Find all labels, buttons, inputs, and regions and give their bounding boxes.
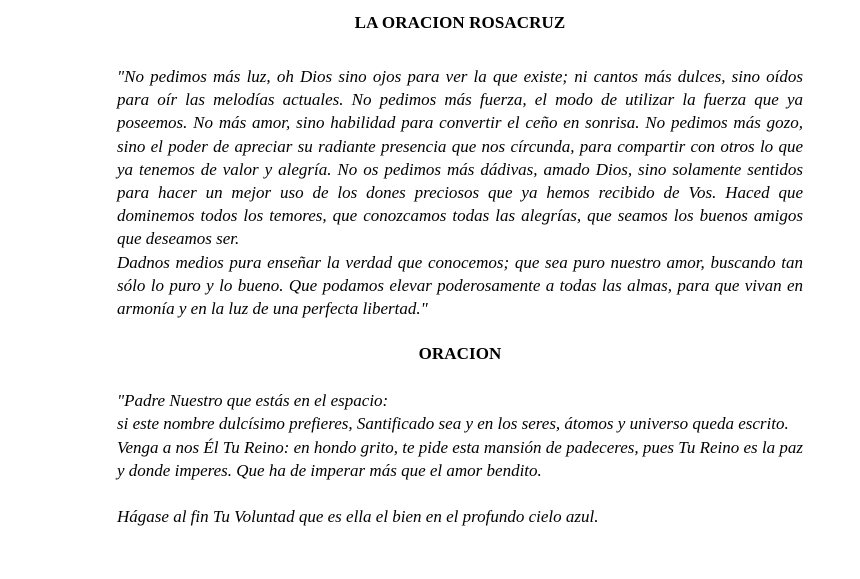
paragraph-rosacruz-2: Dadnos medios pura enseñar la verdad que conocemos; que sea puro nuestro amor, buscando tan sólo lo puro y lo bueno. Que podamos elevar poderosamente a todas las almas, para que vivan en armonía y en la luz de una perfecta libertad." [117,252,803,319]
paragraph-oracion-3: Venga a nos Él Tu Reino: en hondo grito, te pide esta mansión de padeceres, pues Tu Reino es la paz y donde imperes. Que ha de imperar más que el amor bendito. [117,437,803,480]
spacer [117,320,803,341]
spacer [117,482,803,505]
paragraph-rosacruz-1: "No pedimos más luz, oh Dios sino ojos para ver la que existe; ni cantos más dulces, sino oídos para oír las melodías actuales. No pedimos más fuerza, el modo de utilizar la fuerza que ya poseemos. No más amor, sino habilidad para convertir el ceño en sonrisa. No pedimos más gozo, sino el poder de apreciar su radiante presencia que nos círcunda, para compartir con otros lo que ya tenemos de valor y alegría. No os pedimos más dádivas, amado Dios, sino solamente sentidos para hacer un mejor uso de los dones preciosos que ya hemos recibido de Vos. Haced que dominemos todos los temores, que conozcamos todas las alegrías, que seamos los buenos amigos que deseamos ser. [117,67,803,249]
section-title-oracion: ORACION [418,344,502,364]
paragraph-oracion-1: "Padre Nuestro que estás en el espacio: [117,391,389,411]
document-page [117,10,803,528]
section-title-rosacruz: LA ORACION ROSACRUZ [354,13,566,32]
paragraph-oracion-2: si este nombre dulcísimo prefieres, Santificado sea y en los seres, átomos y universo queda escrito. [117,414,789,434]
paragraph-oracion-4: Hágase al fin Tu Voluntad que es ella el bien en el profundo cielo azul. [117,507,599,527]
